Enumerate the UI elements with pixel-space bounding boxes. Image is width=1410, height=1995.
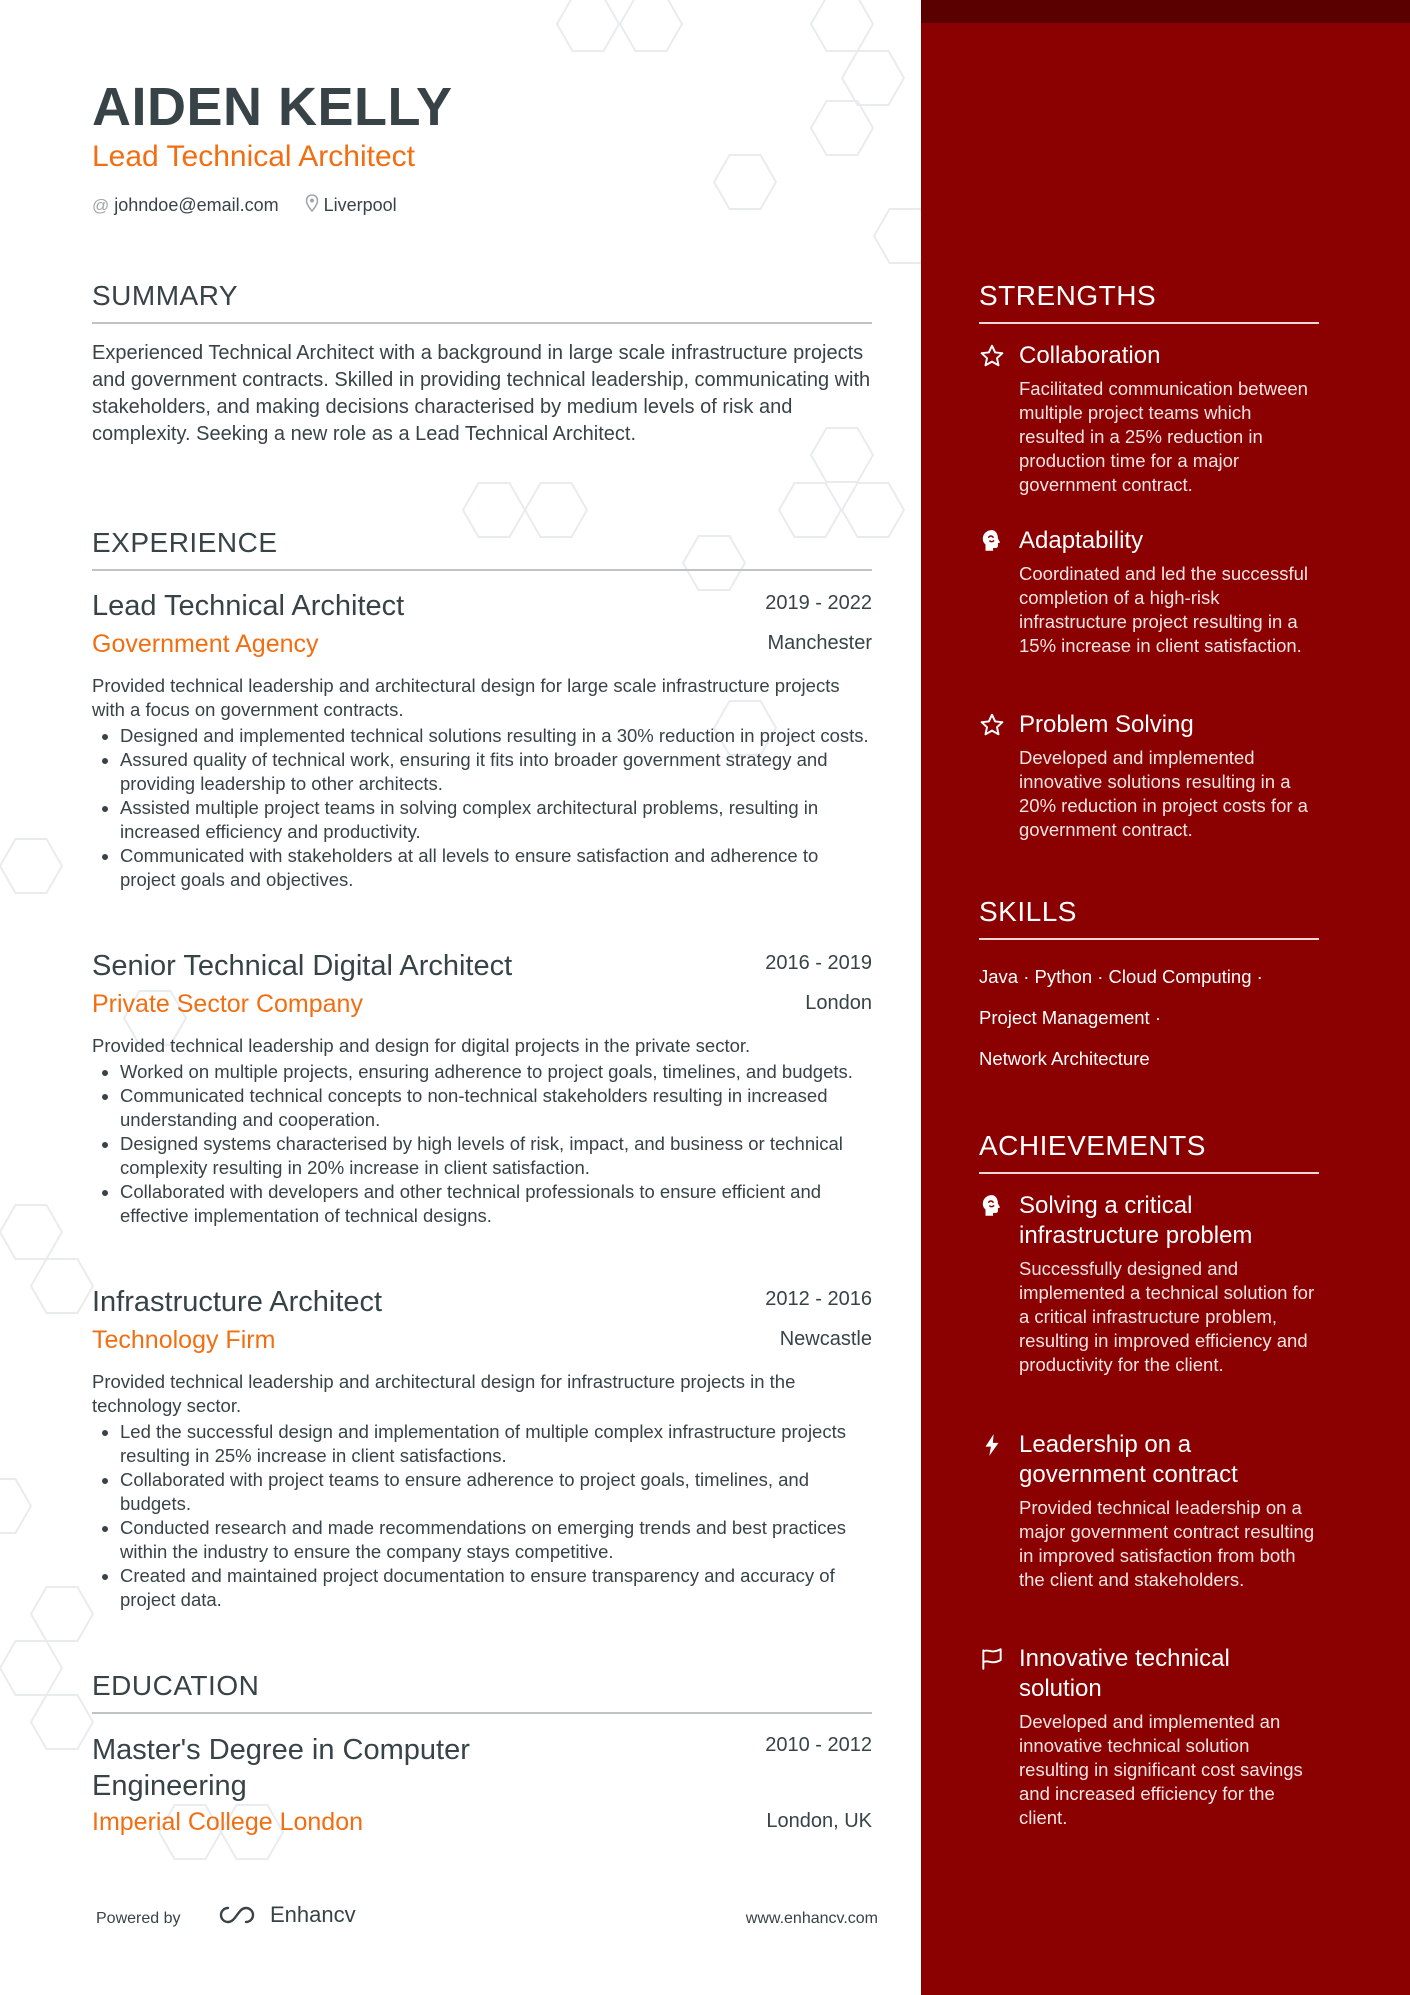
achievement-text: Successfully designed and implemented a technical solution for a critical infrastructure problem, resulting in improved efficiency and productivity for the client. — [1019, 1258, 1315, 1375]
strength-item — [979, 710, 1319, 842]
location-contact — [305, 194, 397, 217]
job-bullet: • Communicated technical concepts to non-technical stakeholders resulting in increased understanding and cooperation. — [120, 1084, 872, 1132]
achievement-item — [979, 1430, 1319, 1592]
strength-text: Developed and implemented innovative solutions resulting in a 20% reduction in project costs for a government contract. — [1019, 747, 1308, 840]
brand-name: Enhancv — [270, 1902, 356, 1927]
job-description: Provided technical leadership and architectural design for infrastructure projects in the technology sector. — [92, 1371, 796, 1416]
skills-line: Project Management · — [979, 1007, 1162, 1028]
education-heading: EDUCATION — [92, 1670, 872, 1714]
job-bullet: • Collaborated with developers and other technical professionals to ensure efficient and effective implementation of technical designs. — [120, 1180, 872, 1228]
flag-icon — [979, 1646, 1005, 1672]
enhancv-logo-icon — [214, 1903, 262, 1927]
strength-title: Problem Solving — [1019, 711, 1194, 738]
education-item — [92, 1732, 872, 1848]
job-title: Infrastructure Architect — [92, 1286, 383, 1318]
job-company: Technology Firm — [92, 1326, 276, 1354]
job-description: Provided technical leadership and architectural design for large scale infrastructure projects with a focus on government contracts. — [92, 675, 840, 720]
strength-title: Adaptability — [1019, 527, 1144, 554]
job-bullets — [92, 724, 872, 892]
achievements-heading: ACHIEVEMENTS — [979, 1130, 1319, 1174]
experience-item — [92, 950, 872, 1228]
job-dates: 2012 - 2016 — [765, 1288, 872, 1310]
strength-text: Facilitated communication between multiple project teams which resulted in a 25% reduction in production time for a major government contract. — [1019, 378, 1308, 495]
job-bullet: • Assured quality of technical work, ensuring it fits into broader government strategy and providing leadership to other architects. — [120, 748, 872, 796]
website-link[interactable]: www.enhancv.com — [745, 1910, 878, 1927]
job-dates: 2019 - 2022 — [765, 592, 872, 614]
achievement-text: Developed and implemented an innovative technical solution resulting in significant cost savings and increased efficiency for the client. — [1019, 1711, 1303, 1828]
summary-heading: SUMMARY — [92, 280, 872, 324]
achievement-title: Leadership on a government contract — [1019, 1431, 1238, 1488]
location-text: Liverpool — [323, 195, 397, 215]
job-bullet: • Designed and implemented technical solutions resulting in a 30% reduction in project costs. — [120, 724, 872, 748]
lightning-icon — [979, 1432, 1005, 1458]
job-bullet: • Collaborated with project teams to ensure adherence to project goals, timelines, and budgets. — [120, 1468, 872, 1516]
brand-logo[interactable] — [214, 1902, 356, 1928]
footer — [96, 1902, 878, 1938]
job-bullet: • Communicated with stakeholders at all levels to ensure satisfaction and adherence to project goals and objectives. — [120, 844, 872, 892]
star-icon — [979, 712, 1005, 738]
achievement-title: Solving a critical infrastructure problem — [1019, 1192, 1253, 1249]
summary-text: Experienced Technical Architect with a background in large scale infrastructure projects and government contracts. Skilled in providing technical leadership, communicating with stakeholders, and making decisions characterised by medium levels of risk and complexity. Seeking a new role as a Lead Technical Architect. — [92, 342, 871, 445]
job-dates: 2016 - 2019 — [765, 952, 872, 974]
sidebar — [921, 0, 1410, 1995]
skills-heading: SKILLS — [979, 896, 1319, 940]
skills-line: Network Architecture — [979, 1048, 1150, 1069]
job-location: Manchester — [767, 632, 872, 654]
job-company: Private Sector Company — [92, 990, 363, 1018]
job-bullets — [92, 1420, 872, 1612]
achievement-title: Innovative technical solution — [1019, 1645, 1230, 1702]
strength-text: Coordinated and led the successful completion of a high-risk infrastructure project resulting in a 15% increase in client satisfaction. — [1019, 563, 1308, 656]
job-bullet: • Conducted research and made recommendations on emerging trends and best practices within the industry to ensure the company stays competitive. — [120, 1516, 872, 1564]
sidebar-top-band — [921, 0, 1410, 23]
achievement-item — [979, 1644, 1319, 1830]
achievement-text: Provided technical leadership on a major government contract resulting in improved satisfaction from both the client and stakeholders. — [1019, 1497, 1315, 1590]
experience-item — [92, 1286, 872, 1612]
strength-title: Collaboration — [1019, 342, 1161, 369]
job-company: Government Agency — [92, 630, 319, 658]
map-pin-icon — [305, 194, 319, 217]
experience-item — [92, 590, 872, 892]
brain-icon — [979, 1193, 1005, 1219]
job-bullet: • Led the successful design and implementation of multiple complex infrastructure projects resulting in 25% increase in client satisfactions. — [120, 1420, 872, 1468]
skills-line: Java · Python · Cloud Computing · — [979, 966, 1263, 987]
brain-icon — [979, 528, 1005, 554]
job-description: Provided technical leadership and design for digital projects in the private sector. — [92, 1035, 751, 1056]
education-location: London, UK — [766, 1810, 872, 1832]
strength-item — [979, 341, 1319, 497]
education-dates: 2010 - 2012 — [765, 1734, 872, 1756]
job-bullet: • Worked on multiple projects, ensuring adherence to project goals, timelines, and budgets. — [120, 1060, 872, 1084]
degree-title: Master's Degree in Computer Engineering — [92, 1734, 470, 1802]
at-icon: @ — [92, 195, 110, 215]
job-bullet: • Created and maintained project documentation to ensure transparency and accuracy of project data. — [120, 1564, 872, 1612]
star-icon — [979, 343, 1005, 369]
contact-info — [92, 194, 397, 217]
job-bullet: • Assisted multiple project teams in solving complex architectural problems, resulting in increased efficiency and productivity. — [120, 796, 872, 844]
strengths-heading: STRENGTHS — [979, 280, 1319, 324]
job-bullet: • Designed systems characterised by high levels of risk, impact, and business or technical complexity resulting in 20% increase in client satisfaction. — [120, 1132, 872, 1180]
strength-item — [979, 526, 1319, 658]
job-title: Lead Technical Architect — [92, 590, 405, 622]
candidate-role: Lead Technical Architect — [92, 140, 415, 173]
powered-by-text: Powered by — [96, 1910, 181, 1927]
candidate-name: AIDEN KELLY — [92, 77, 453, 137]
skills-list — [979, 956, 1319, 1079]
email-contact[interactable] — [92, 194, 279, 217]
job-location: London — [805, 992, 872, 1014]
job-bullets — [92, 1060, 872, 1228]
experience-heading: EXPERIENCE — [92, 527, 872, 571]
job-title: Senior Technical Digital Architect — [92, 950, 513, 982]
school-name: Imperial College London — [92, 1808, 364, 1836]
email-text: johndoe@email.com — [114, 195, 279, 215]
job-location: Newcastle — [779, 1328, 872, 1350]
achievement-item — [979, 1191, 1319, 1377]
